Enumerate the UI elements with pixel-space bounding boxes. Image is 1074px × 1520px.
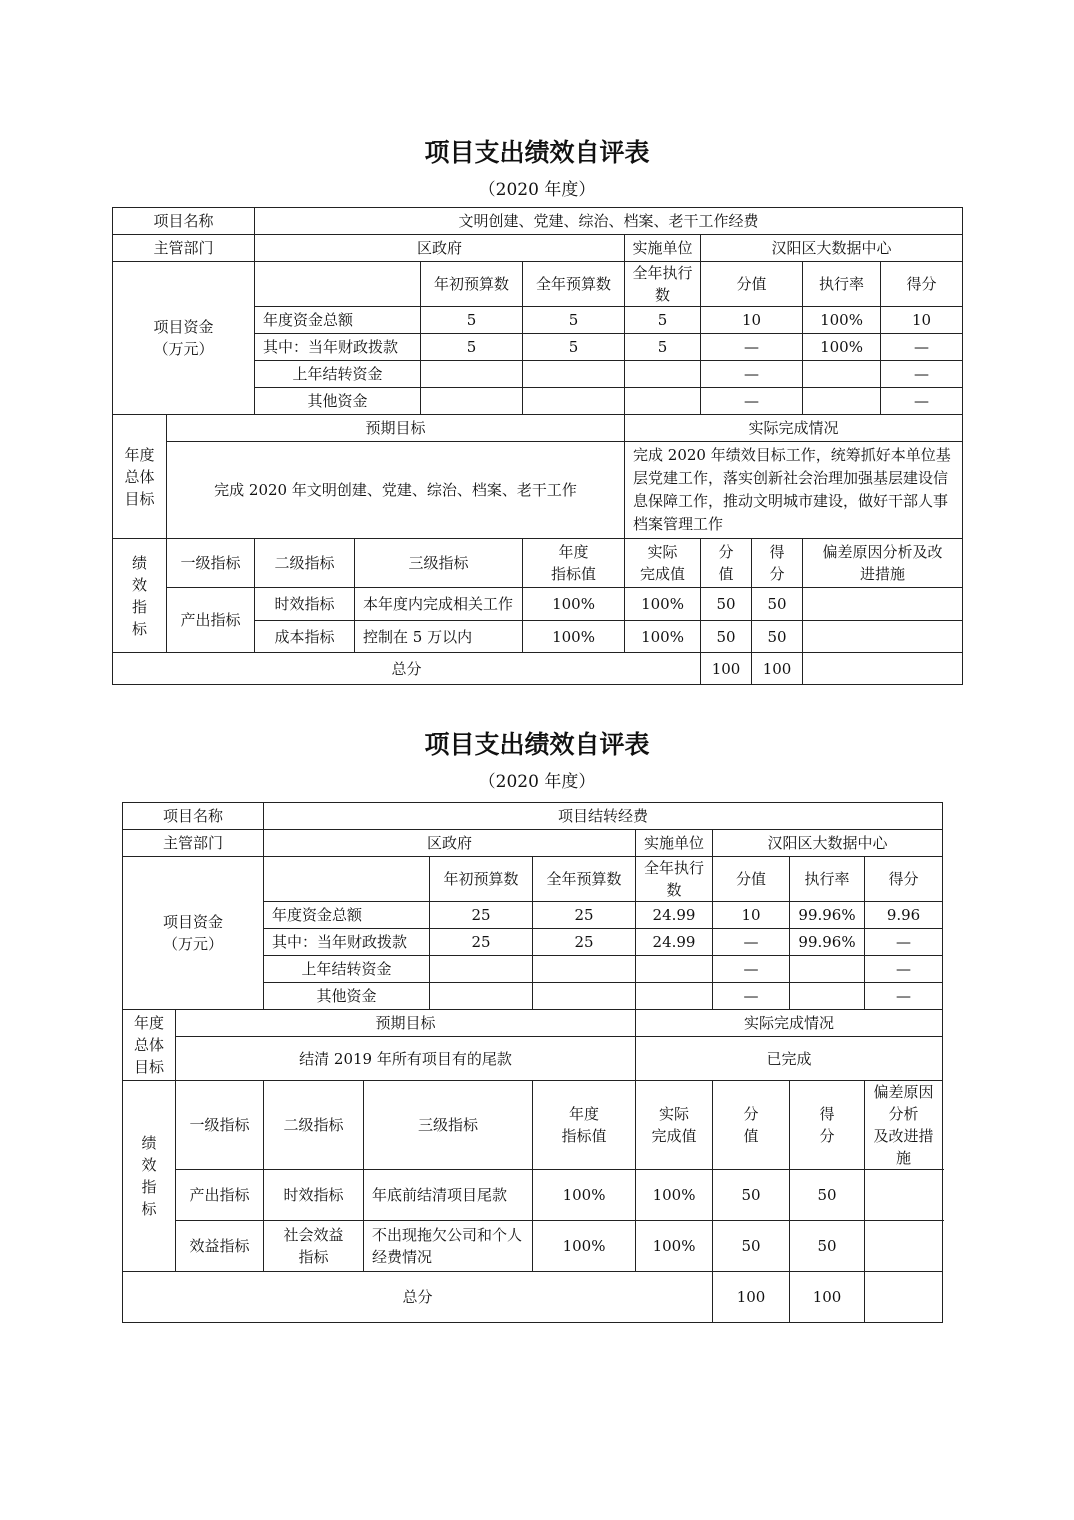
project-name-row: [123, 803, 943, 830]
fund-cell: 99.96%: [790, 929, 865, 956]
fund-header-row: [113, 262, 963, 307]
funds-label: 项目资金 （万元）: [123, 857, 264, 1010]
evaluation-table-2: [122, 802, 943, 1323]
fund-cell: [625, 388, 701, 415]
fund-header: 年初预算数: [430, 857, 533, 902]
goal-header-row: [123, 1010, 943, 1037]
indicator-actual: 100%: [636, 1221, 713, 1272]
indicator-level2: 时效指标: [264, 1170, 364, 1221]
goal-actual: 已完成: [636, 1037, 943, 1081]
fund-cell: [523, 388, 625, 415]
indicator-actual: 100%: [636, 1170, 713, 1221]
fund-header: 年初预算数: [421, 262, 523, 307]
fund-cell: [636, 956, 713, 983]
fund-row-label: 年度资金总额: [255, 307, 421, 334]
dept-label: 主管部门: [113, 235, 255, 262]
actual-label: 实际完成情况: [636, 1010, 943, 1037]
total-score: 100: [701, 653, 752, 685]
indicator-header: 三级指标: [355, 539, 523, 588]
impl-unit-value: 汉阳区大数据中心: [701, 235, 963, 262]
project-name-label: 项目名称: [113, 208, 255, 235]
total-score: 100: [713, 1272, 790, 1323]
fund-cell: [421, 388, 523, 415]
goal-row: [113, 442, 963, 539]
fund-cell: 10: [713, 902, 790, 929]
total-got: 100: [790, 1272, 865, 1323]
goal-expected: 完成 2020 年文明创建、党建、综治、档案、老干工作: [167, 442, 625, 539]
fund-row-label: 上年结转资金: [255, 361, 421, 388]
fund-header: 得分: [881, 262, 963, 307]
fund-cell: 5: [523, 334, 625, 361]
fund-header: 全年执行数: [636, 857, 713, 902]
fund-cell: [430, 956, 533, 983]
dept-value: 区政府: [264, 830, 636, 857]
fund-header: 执行率: [790, 857, 865, 902]
fund-cell: 5: [523, 307, 625, 334]
fund-cell: [430, 983, 533, 1010]
indicator-actual: 100%: [625, 621, 701, 653]
indicator-header: 实际 完成值: [625, 539, 701, 588]
indicator-score: 50: [713, 1221, 790, 1272]
project-name-value: 文明创建、党建、综治、档案、老干工作经费: [255, 208, 963, 235]
indicator-header: 得 分: [790, 1081, 865, 1170]
total-row: [123, 1272, 943, 1323]
fund-cell: [803, 388, 881, 415]
goal-header-row: [113, 415, 963, 442]
form-title-2: 项目支出绩效自评表: [424, 730, 650, 759]
impl-unit-label: 实施单位: [636, 830, 713, 857]
indicator-note: [865, 1221, 943, 1272]
project-name-row: [113, 208, 963, 235]
fund-cell: [790, 956, 865, 983]
indicator-level2: 成本指标: [255, 621, 355, 653]
indicator-level1: 效益指标: [176, 1221, 264, 1272]
indicator-target: 100%: [523, 588, 625, 621]
indicator-score: 50: [713, 1170, 790, 1221]
fund-cell: 24.99: [636, 929, 713, 956]
indicator-header-row: [113, 539, 963, 588]
perf-indicator-label: 绩 效 指 标: [123, 1081, 176, 1272]
form-title-1: 项目支出绩效自评表: [424, 138, 650, 167]
fund-cell: [533, 983, 636, 1010]
expected-label: 预期目标: [167, 415, 625, 442]
fund-cell: —: [865, 929, 943, 956]
annual-goal-label: 年度 总体 目标: [123, 1010, 176, 1081]
indicator-score: 50: [701, 621, 752, 653]
fund-row-label: 其中：当年财政拨款: [264, 929, 430, 956]
indicator-header: 三级指标: [364, 1081, 533, 1170]
fund-cell: —: [865, 956, 943, 983]
indicator-level3: 控制在 5 万以内: [355, 621, 523, 653]
indicator-row: [123, 1221, 943, 1272]
dept-row: [113, 235, 963, 262]
indicator-level3: 年底前结清项目尾款: [364, 1170, 533, 1221]
indicator-header: 分 值: [713, 1081, 790, 1170]
indicator-actual: 100%: [625, 588, 701, 621]
fund-cell: —: [701, 334, 803, 361]
indicator-header-row: [123, 1081, 943, 1170]
fund-header: 全年预算数: [523, 262, 625, 307]
impl-unit-label: 实施单位: [625, 235, 701, 262]
fund-cell: [421, 361, 523, 388]
goal-expected: 结清 2019 年所有项目有的尾款: [176, 1037, 636, 1081]
project-name-value: 项目结转经费: [264, 803, 943, 830]
fund-cell: 5: [421, 334, 523, 361]
indicator-header: 二级指标: [264, 1081, 364, 1170]
indicator-level1: 产出指标: [167, 588, 255, 653]
fund-row-label: 年度资金总额: [264, 902, 430, 929]
dept-row: [123, 830, 943, 857]
total-label: 总分: [113, 653, 701, 685]
indicator-header: 一级指标: [176, 1081, 264, 1170]
expected-label: 预期目标: [176, 1010, 636, 1037]
indicator-level2: 社会效益 指标: [264, 1221, 364, 1272]
indicator-got: 50: [752, 588, 803, 621]
fund-cell: [523, 361, 625, 388]
fund-cell: 9.96: [865, 902, 943, 929]
fund-header: 全年执行数: [625, 262, 701, 307]
fund-header-row: [123, 857, 943, 902]
indicator-note: [803, 621, 963, 653]
fund-row-label: 其他资金: [255, 388, 421, 415]
fund-cell: [533, 956, 636, 983]
fund-cell: [636, 983, 713, 1010]
fund-cell: —: [713, 983, 790, 1010]
project-name-label: 项目名称: [123, 803, 264, 830]
indicator-got: 50: [790, 1170, 865, 1221]
indicator-level3: 本年度内完成相关工作: [355, 588, 523, 621]
fund-row-label: 上年结转资金: [264, 956, 430, 983]
fund-cell: 100%: [803, 334, 881, 361]
indicator-target: 100%: [533, 1221, 636, 1272]
evaluation-table-1: [112, 207, 963, 685]
fund-cell: —: [701, 388, 803, 415]
indicator-level1: 产出指标: [176, 1170, 264, 1221]
indicator-header: 二级指标: [255, 539, 355, 588]
fund-header: 执行率: [803, 262, 881, 307]
indicator-header: 偏差原因分析及改 进措施: [803, 539, 963, 588]
fund-cell: —: [713, 956, 790, 983]
fund-cell: 25: [430, 902, 533, 929]
perf-indicator-label: 绩 效 指 标: [113, 539, 167, 653]
indicator-row: [113, 588, 963, 621]
indicator-note: [803, 588, 963, 621]
indicator-header: 一级指标: [167, 539, 255, 588]
fund-header-blank: [255, 262, 421, 307]
indicator-row: [123, 1170, 943, 1221]
goal-actual: 完成 2020 年绩效目标工作，统筹抓好本单位基层党建工作，落实创新社会治理加强基层建设信息保障工作，推动文明城市建设，做好干部人事档案管理工作: [625, 442, 963, 539]
fund-cell: 10: [701, 307, 803, 334]
fund-cell: 25: [533, 929, 636, 956]
fund-row-label: 其他资金: [264, 983, 430, 1010]
indicator-level2: 时效指标: [255, 588, 355, 621]
fund-row-label: 其中：当年财政拨款: [255, 334, 421, 361]
indicator-score: 50: [701, 588, 752, 621]
fund-cell: [803, 361, 881, 388]
indicator-got: 50: [790, 1221, 865, 1272]
fund-cell: 100%: [803, 307, 881, 334]
dept-label: 主管部门: [123, 830, 264, 857]
indicator-got: 50: [752, 621, 803, 653]
fund-header-blank: [264, 857, 430, 902]
fund-cell: 5: [421, 307, 523, 334]
fund-cell: 25: [430, 929, 533, 956]
fund-cell: —: [865, 983, 943, 1010]
funds-label: 项目资金 （万元）: [113, 262, 255, 415]
fund-cell: 5: [625, 307, 701, 334]
indicator-header: 得 分: [752, 539, 803, 588]
fund-cell: —: [701, 361, 803, 388]
indicator-header: 实际 完成值: [636, 1081, 713, 1170]
goal-row: [123, 1037, 943, 1081]
fund-cell: —: [881, 334, 963, 361]
total-note: [865, 1272, 943, 1323]
form-year-1: （2020 年度）: [478, 180, 596, 200]
fund-cell: 10: [881, 307, 963, 334]
total-note: [803, 653, 963, 685]
indicator-note: [865, 1170, 943, 1221]
indicator-header: 分 值: [701, 539, 752, 588]
fund-cell: 24.99: [636, 902, 713, 929]
impl-unit-value: 汉阳区大数据中心: [713, 830, 943, 857]
total-got: 100: [752, 653, 803, 685]
fund-header: 得分: [865, 857, 943, 902]
form-year-2: （2020 年度）: [478, 772, 596, 792]
fund-cell: 5: [625, 334, 701, 361]
total-row: [113, 653, 963, 685]
indicator-header: 年度 指标值: [523, 539, 625, 588]
indicator-target: 100%: [523, 621, 625, 653]
fund-cell: —: [881, 388, 963, 415]
fund-header: 分值: [701, 262, 803, 307]
actual-label: 实际完成情况: [625, 415, 963, 442]
annual-goal-label: 年度 总体 目标: [113, 415, 167, 539]
fund-cell: [790, 983, 865, 1010]
fund-cell: —: [881, 361, 963, 388]
dept-value: 区政府: [255, 235, 625, 262]
indicator-level3: 不出现拖欠公司和个人 经费情况: [364, 1221, 533, 1272]
fund-cell: —: [713, 929, 790, 956]
fund-cell: [625, 361, 701, 388]
indicator-target: 100%: [533, 1170, 636, 1221]
total-label: 总分: [123, 1272, 713, 1323]
fund-cell: 25: [533, 902, 636, 929]
fund-header: 全年预算数: [533, 857, 636, 902]
fund-cell: 99.96%: [790, 902, 865, 929]
indicator-header: 年度 指标值: [533, 1081, 636, 1170]
fund-header: 分值: [713, 857, 790, 902]
indicator-header: 偏差原因分析 及改进措施: [865, 1081, 943, 1170]
